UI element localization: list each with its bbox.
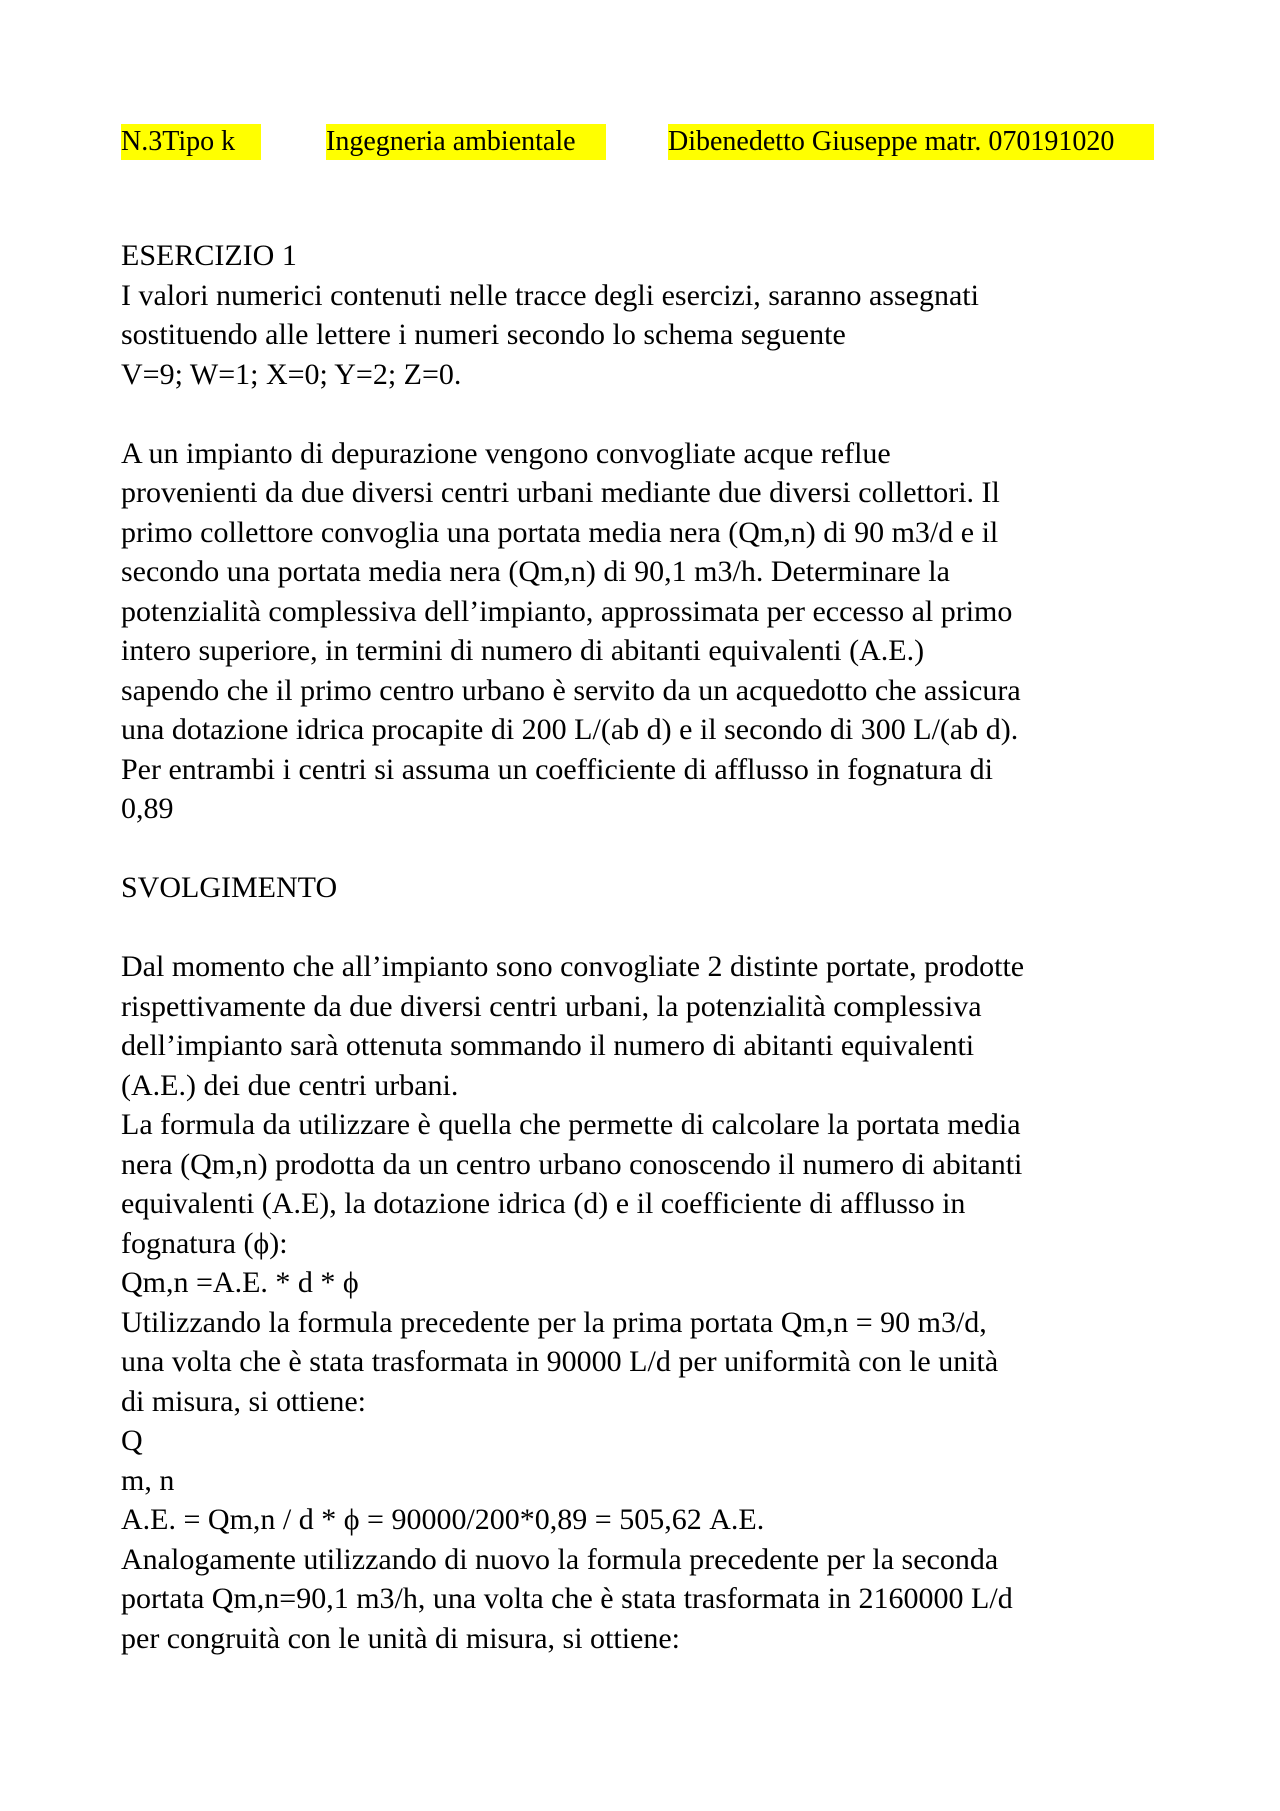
solution-title: SVOLGIMENTO <box>121 871 338 904</box>
header-code: N.3Tipo k <box>121 124 261 160</box>
document-body <box>121 236 1181 1658</box>
problem-paragraph <box>121 434 1181 829</box>
text-line: una volta che è stata trasformata in 90000 L/d per uniformità con le unità <box>121 1345 999 1378</box>
text-line: m, n <box>121 1463 175 1497</box>
text-line: rispettivamente da due diversi centri urbani, la potenzialità complessiva <box>121 989 982 1023</box>
text-line: portata Qm,n=90,1 m3/h, una volta che è stata trasformata in 2160000 L/d <box>121 1582 1013 1615</box>
intro-paragraph <box>121 276 1181 395</box>
formula-line: Qm,n =A.E. * d * ϕ <box>121 1266 359 1299</box>
text-line: Dal momento che all’impianto sono convogliate 2 distinte portate, prodotte <box>121 950 1025 983</box>
text-line: 0,89 <box>121 792 174 825</box>
page-header <box>0 124 1280 160</box>
text-line: una dotazione idrica procapite di 200 L/(ab d) e il secondo di 300 L/(ab d). <box>121 713 1019 746</box>
paragraph-gap <box>121 908 1181 948</box>
paragraph-gap <box>121 829 1181 869</box>
exercise-title: ESERCIZIO 1 <box>121 239 297 272</box>
text-line: La formula da utilizzare è quella che permette di calcolare la portata media <box>121 1108 1021 1141</box>
text-line: secondo una portata media nera (Qm,n) di 90,1 m3/h. Determinare la <box>121 555 950 588</box>
text-line: dell’impianto sarà ottenuta sommando il numero di abitanti equivalenti <box>121 1029 975 1062</box>
text-line: sapendo che il primo centro urbano è servito da un acquedotto che assicura <box>121 673 1021 707</box>
text-line: Per entrambi i centri si assuma un coefficiente di afflusso in fognatura di <box>121 752 993 786</box>
text-line: di misura, si ottiene: <box>121 1384 366 1418</box>
text-line: per congruità con le unità di misura, si ottiene: <box>121 1621 681 1655</box>
text-line: nera (Qm,n) prodotta da un centro urbano conoscendo il numero di abitanti <box>121 1147 1023 1181</box>
text-line: (A.E.) dei due centri urbani. <box>121 1068 459 1102</box>
text-line: Analogamente utilizzando di nuovo la formula precedente per la seconda <box>121 1542 999 1576</box>
text-line: I valori numerici contenuti nelle tracce degli esercizi, saranno assegnati <box>121 278 979 312</box>
text-line: intero superiore, in termini di numero di abitanti equivalenti (A.E.) <box>121 634 925 667</box>
text-line: potenzialità complessiva dell’impianto, approssimata per eccesso al primo <box>121 594 1013 628</box>
text-line: V=9; W=1; X=0; Y=2; Z=0. <box>121 357 462 391</box>
text-line: provenienti da due diversi centri urbani mediante due diversi collettori. Il <box>121 476 1000 509</box>
text-line: Q <box>121 1424 143 1457</box>
formula-line: A.E. = Qm,n / d * ϕ = 90000/200*0,89 = 505,62 A.E. <box>121 1503 765 1536</box>
text-line: fognatura (ϕ): <box>121 1226 288 1260</box>
text-line: primo collettore convoglia una portata media nera (Qm,n) di 90 m3/d e il <box>121 515 999 549</box>
header-student: Dibenedetto Giuseppe matr. 070191020 <box>668 124 1154 160</box>
text-line: equivalenti (A.E), la dotazione idrica (d) e il coefficiente di afflusso in <box>121 1187 966 1220</box>
text-line: A un impianto di depurazione vengono convogliate acque reflue <box>121 436 891 470</box>
solution-paragraph <box>121 947 1181 1658</box>
paragraph-gap <box>121 394 1181 434</box>
text-line: sostituendo alle lettere i numeri secondo lo schema seguente <box>121 318 846 351</box>
header-course: Ingegneria ambientale <box>326 124 606 160</box>
text-line: Utilizzando la formula precedente per la prima portata Qm,n = 90 m3/d, <box>121 1305 987 1339</box>
